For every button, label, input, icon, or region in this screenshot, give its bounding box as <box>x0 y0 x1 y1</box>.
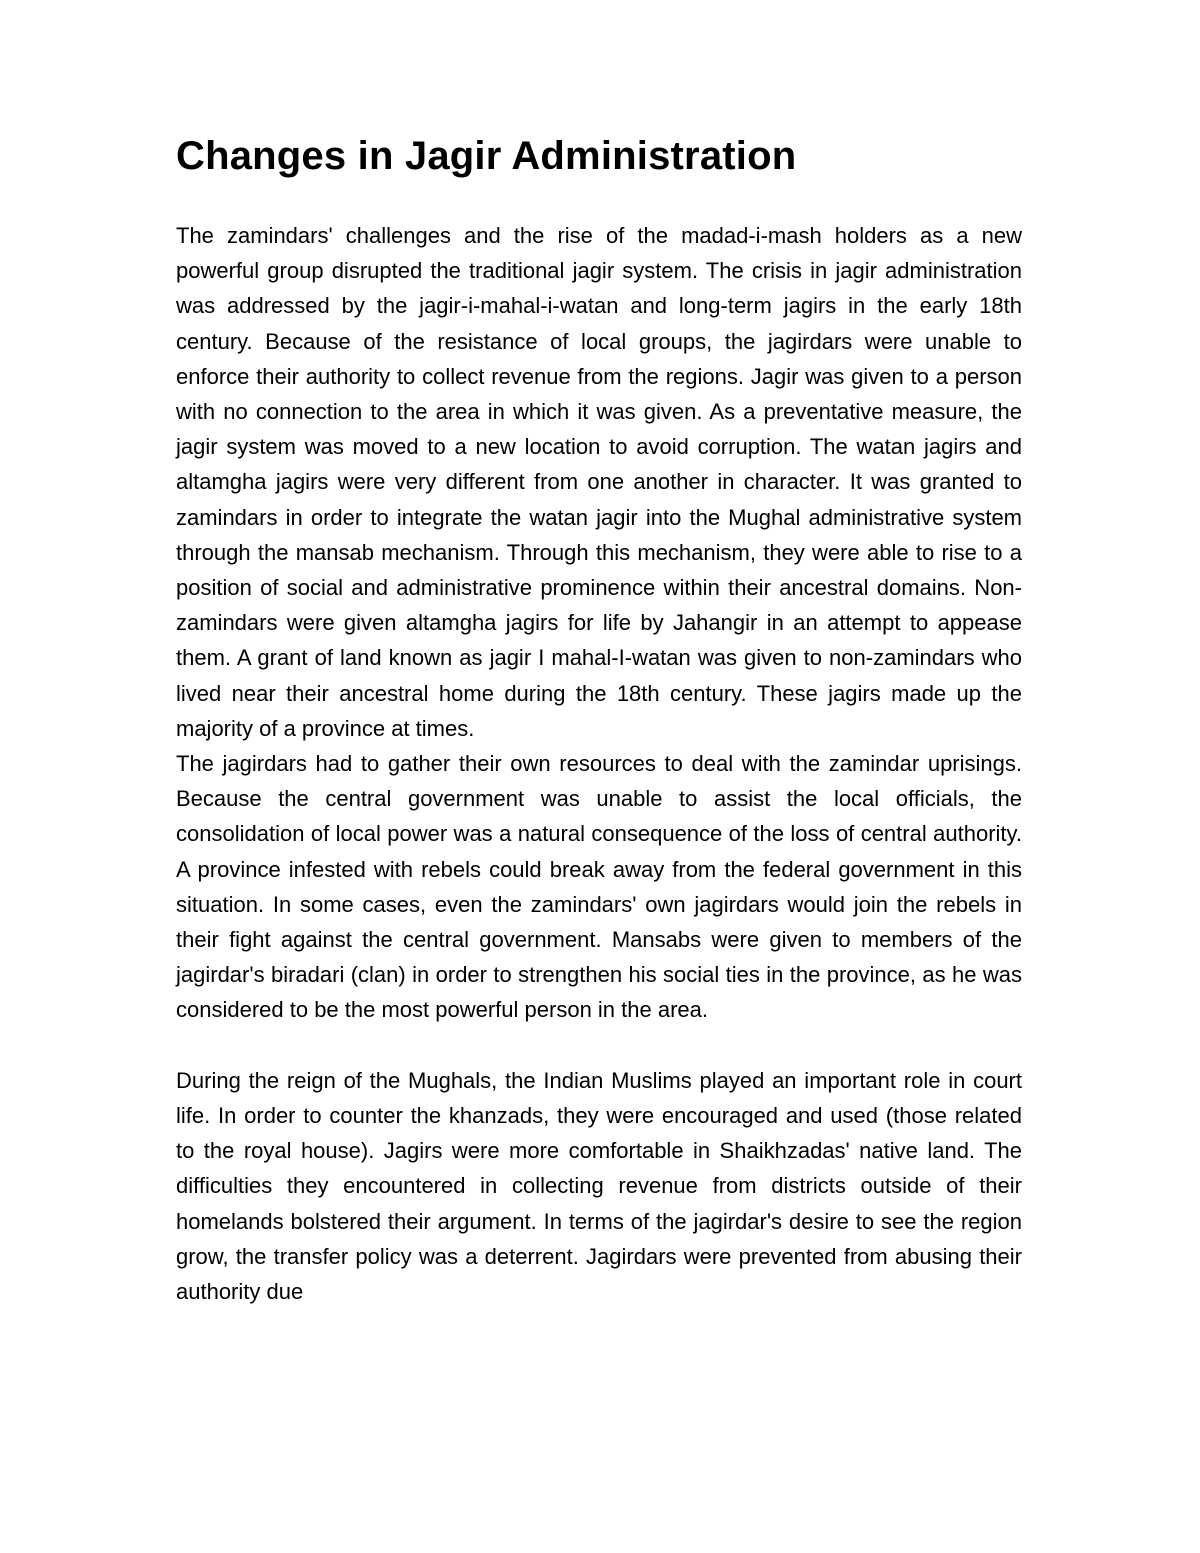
document-body <box>176 128 1022 1309</box>
paragraph-2: The jagirdars had to gather their own resources to deal with the zamindar uprisings. Because the central government was unable to assist the local officials, the consolidation of local power was a natural consequence of the loss of central authority. A province infested with rebels could break away from the federal government in this situation. In some cases, even the zamindars' own jagirdars would join the rebels in their fight against the central government. Mansabs were given to members of the jagirdar's biradari (clan) in order to strengthen his social ties in the province, as he was considered to be the most powerful person in the area. <box>176 751 1022 1023</box>
paragraph-1: The zamindars' challenges and the rise of the madad-i-mash holders as a new powerful group disrupted the traditional jagir system. The crisis in jagir administration was addressed by the jagir-i-mahal-i-watan and long-term jagirs in the early 18th century. Because of the resistance of local groups, the jagirdars were unable to enforce their authority to collect revenue from the regions. Jagir was given to a person with no connection to the area in which it was given. As a preventative measure, the jagir system was moved to a new location to avoid corruption. The watan jagirs and altamgha jagirs were very different from one another in character. It was granted to zamindars in order to integrate the watan jagir into the Mughal administrative system through the mansab mechanism. Through this mechanism, they were able to rise to a position of social and administrative prominence within their ancestral domains. Non-zamindars were given altamgha jagirs for life by Jahangir in an attempt to appease them. A grant of land known as jagir I mahal-I-watan was given to non-zamindars who lived near their ancestral home during the 18th century. These jagirs made up the majority of a province at times. <box>176 223 1022 741</box>
paragraph-3: During the reign of the Mughals, the Indian Muslims played an important role in court life. In order to counter the khanzads, they were encouraged and used (those related to the royal house). Jagirs were more comfortable in Shaikhzadas' native land. The difficulties they encountered in collecting revenue from districts outside of their homelands bolstered their argument. In terms of the jagirdar's desire to see the region grow, the transfer policy was a deterrent. Jagirdars were prevented from abusing their authority due <box>176 1067 1022 1305</box>
document-title: Changes in Jagir Administration <box>176 134 797 178</box>
